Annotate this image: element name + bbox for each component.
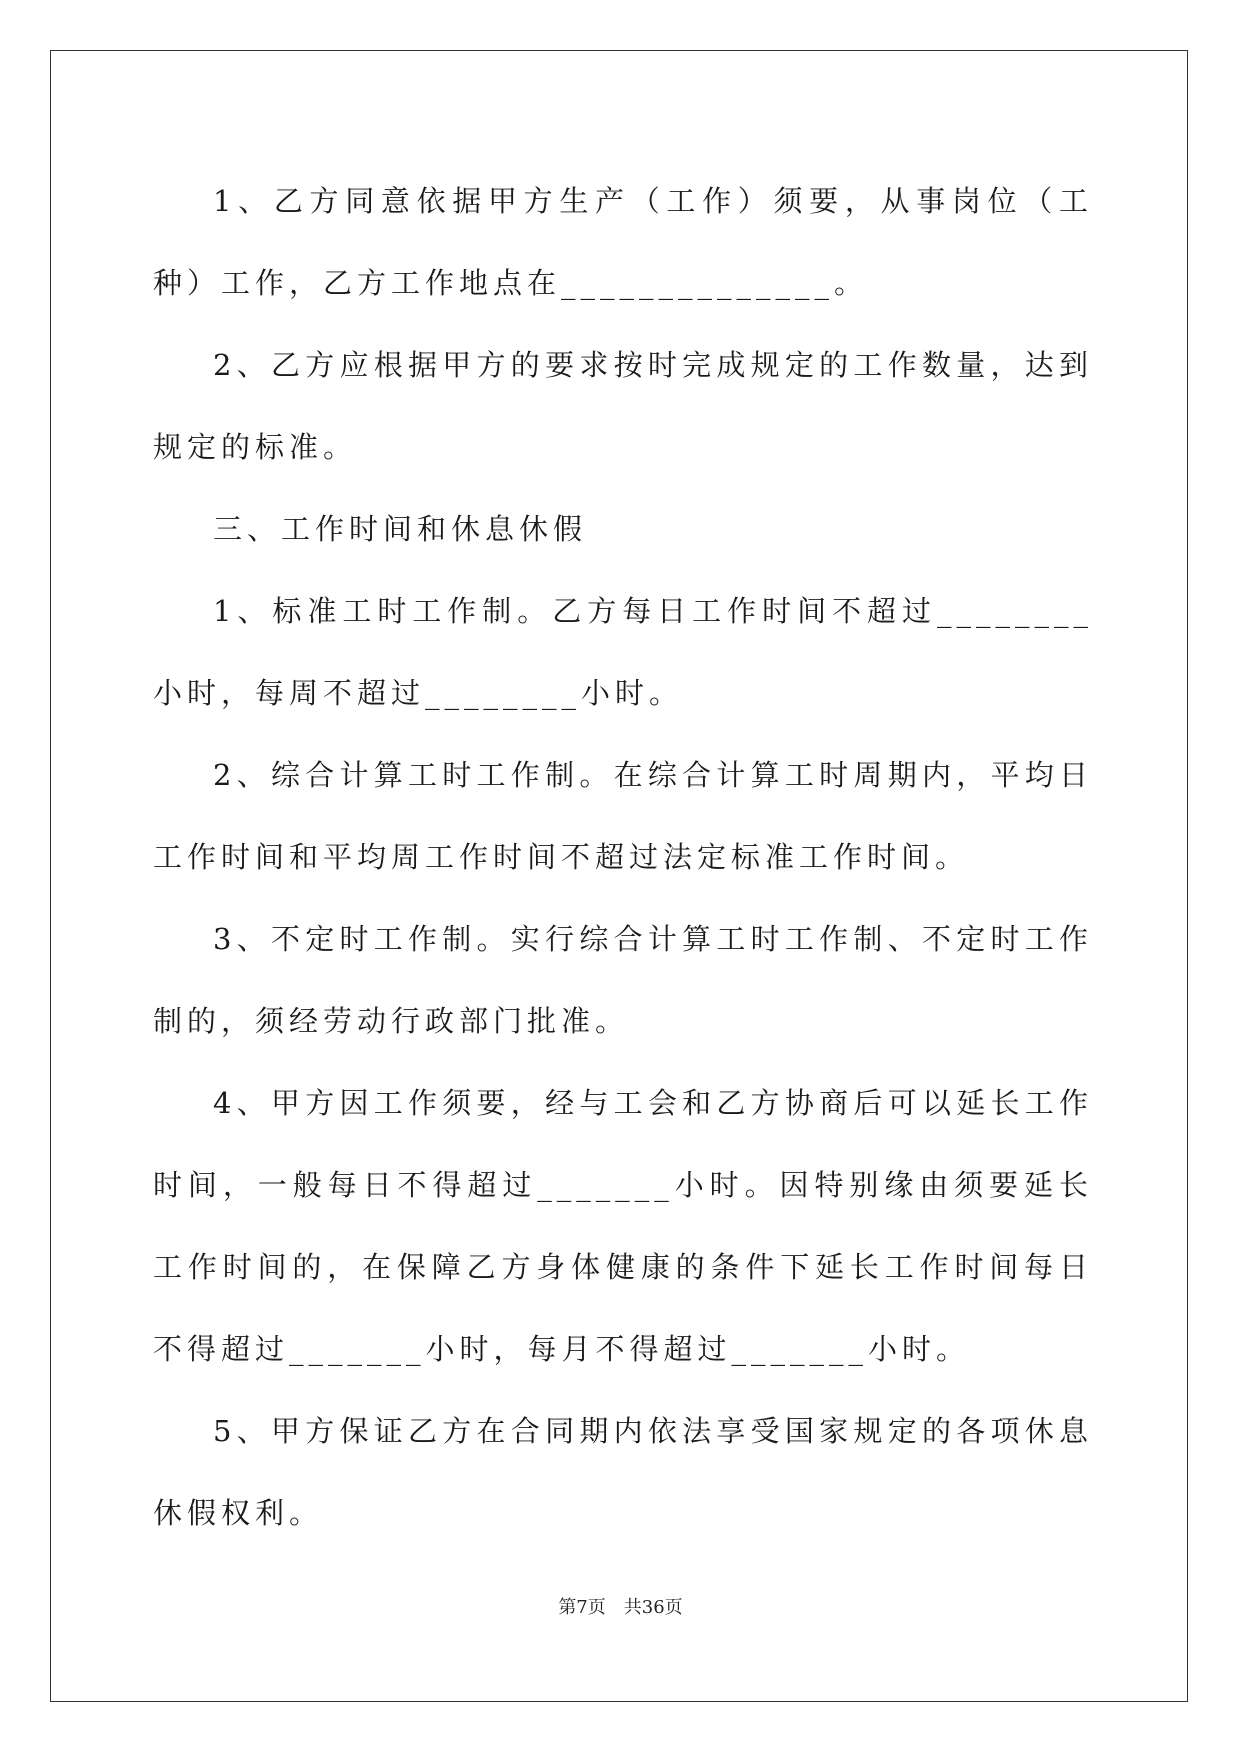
paragraph-rest-leave: 5、甲方保证乙方在合同期内依法享受国家规定的各项休息休假权利。 <box>153 1414 1093 1530</box>
paragraph-work-location: 1、乙方同意依据甲方生产（工作）须要，从事岗位（工种）工作，乙方工作地点在______________。 <box>153 184 1093 300</box>
paragraph-work-quantity: 2、乙方应根据甲方的要求按时完成规定的工作数量，达到规定的标准。 <box>153 348 1093 464</box>
paragraph-flexible-hours: 3、不定时工作制。实行综合计算工时工作制、不定时工作制的，须经劳动行政部门批准。 <box>153 922 1093 1038</box>
document-body <box>153 160 1093 1554</box>
paragraph-overtime: 4、甲方因工作须要，经与工会和乙方协商后可以延长工作时间，一般每日不得超过_______小时。因特别缘由须要延长工作时间的，在保障乙方身体健康的条件下延长工作时间每日不得超过_______小时，每月不得超过_______小时。 <box>153 1086 1093 1366</box>
section-heading-work-hours: 三、工作时间和休息休假 <box>213 512 588 546</box>
paragraph-comprehensive-hours: 2、综合计算工时工作制。在综合计算工时周期内，平均日工作时间和平均周工作时间不超过法定标准工作时间。 <box>153 758 1093 874</box>
page-number-footer: 第7页 共36页 <box>558 1597 683 1618</box>
paragraph-standard-hours: 1、标准工时工作制。乙方每日工作时间不超过________小时，每周不超过________小时。 <box>153 594 1093 710</box>
